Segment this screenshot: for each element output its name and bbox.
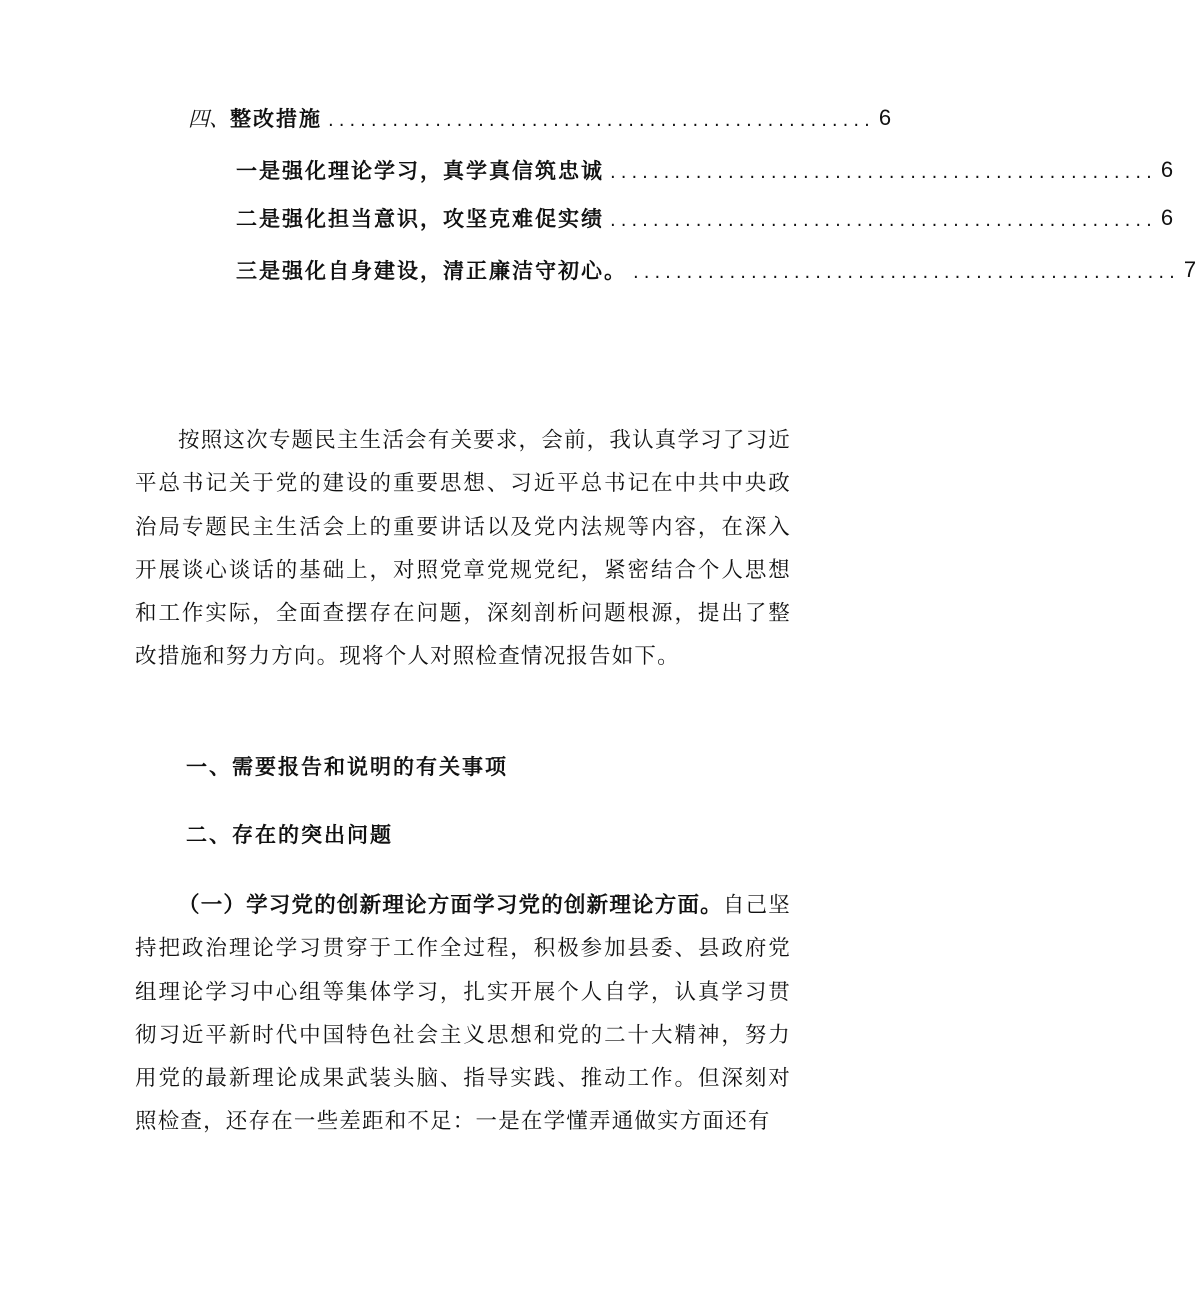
- section-text: 自己坚持把政治理论学习贯穿于工作全过程，积极参加县委、县政府党组理论学习中心组等集体学习，扎实开展个人自学，认真学习贯彻习近平新时代中国特色社会主义思想和党的二十大精神，努力用党的最新理论成果武装头脑、指导实践、推动工作。但深刻对照检查，还存在一些差距和不足：一是在学懂弄通做实方面还有: [135, 893, 791, 1135]
- toc-entry[interactable]: [236, 153, 1174, 187]
- toc-entry-title: 二是强化担当意识，攻坚克难促实绩: [236, 207, 604, 231]
- section-heading: 一、需要报告和说明的有关事项: [186, 755, 508, 779]
- toc-leader-dots: ...................................................: [328, 109, 875, 131]
- toc-leader-dots: ...................................................: [610, 161, 1157, 183]
- toc-entry-number: 四、: [188, 107, 230, 131]
- intro-paragraph: 按照这次专题民主生活会有关要求，会前，我认真学习了习近平总书记关于党的建设的重要思想、习近平总书记在中共中央政治局专题民主生活会上的重要讲话以及党内法规等内容，在深入开展谈心谈话的基础上，对照党章党规党纪，紧密结合个人思想和工作实际，全面查摆存在问题，深刻剖析问题根源，提出了整改措施和努力方向。现将个人对照检查情况报告如下。: [135, 428, 791, 670]
- toc-page-number: 6: [1160, 157, 1174, 182]
- toc-page-number: 6: [878, 105, 892, 130]
- toc-entry-title: 整改措施: [230, 107, 322, 131]
- toc-entry-title: 三是强化自身建设，清正廉洁守初心。: [236, 259, 627, 283]
- toc-page-number: 6: [1160, 205, 1174, 230]
- toc-entry-label: [188, 103, 322, 133]
- toc-leader-dots: ...................................................: [610, 209, 1157, 231]
- toc-leader-dots: ...................................................: [633, 261, 1180, 283]
- toc-entry[interactable]: [188, 101, 892, 135]
- toc-page-number: 7: [1183, 257, 1196, 282]
- section-heading: 二、存在的突出问题: [186, 823, 393, 847]
- toc-entry-title: 一是强化理论学习，真学真信筑忠诚: [236, 159, 604, 183]
- subsection-heading: （一）学习党的创新理论方面学习党的创新理论方面。: [178, 893, 723, 918]
- toc-entry[interactable]: [236, 253, 1196, 287]
- toc-entry[interactable]: [236, 201, 1174, 235]
- section-paragraph: [135, 884, 791, 1144]
